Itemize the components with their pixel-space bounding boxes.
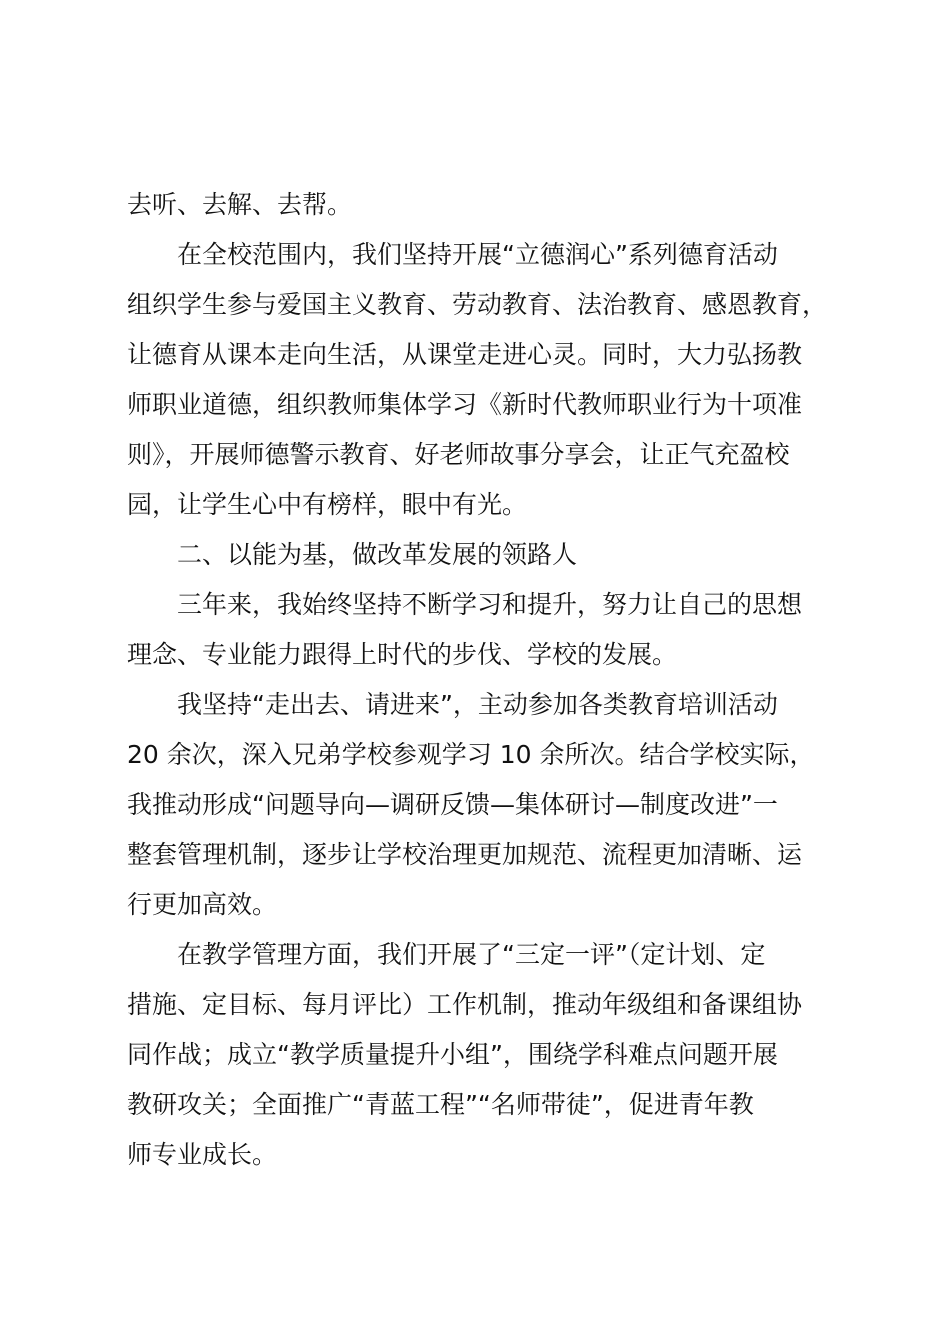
paragraph-4: [127, 680, 862, 930]
heading-line: 二、以能为基，做改革发展的领路人: [127, 540, 578, 569]
text-line: 则》，开展师德警示教育、好老师故事分享会，让正气充盈校: [127, 440, 790, 469]
text-line: 园，让学生心中有榜样，眼中有光。: [127, 490, 528, 519]
text-line: 整套管理机制，逐步让学校治理更加规范、流程更加清晰、运: [127, 840, 803, 869]
text-line: 在教学管理方面，我们开展了“三定一评”（定计划、定: [127, 940, 766, 969]
text-line: 师专业成长。: [127, 1140, 278, 1169]
text-line: 去听、去解、去帮。: [127, 190, 353, 219]
text-line: 三年来，我始终坚持不断学习和提升，努力让自己的思想: [127, 590, 803, 619]
paragraph-5: [127, 930, 862, 1180]
text-line: 在全校范围内，我们坚持开展“立德润心”系列德育活动: [127, 240, 778, 269]
text-line: 我推动形成“问题导向—调研反馈—集体研讨—制度改进”一: [127, 790, 778, 819]
paragraph-3: [127, 580, 862, 680]
paragraph-1: [127, 180, 862, 230]
text-line: 教研攻关；全面推广“青蓝工程”“名师带徒”，促进青年教: [127, 1090, 754, 1119]
text-line: 20 余次，深入兄弟学校参观学习 10 余所次。结合学校实际，: [127, 740, 815, 769]
section-heading: [127, 530, 862, 580]
text-line: 让德育从课本走向生活，从课堂走进心灵。同时，大力弘扬教: [127, 340, 803, 369]
text-line: 组织学生参与爱国主义教育、劳动教育、法治教育、感恩教育，: [127, 290, 828, 319]
document-body: [127, 180, 862, 1180]
paragraph-2: [127, 230, 862, 530]
text-line: 师职业道德，组织教师集体学习《新时代教师职业行为十项准: [127, 390, 803, 419]
text-line: 行更加高效。: [127, 890, 278, 919]
text-line: 同作战；成立“教学质量提升小组”，围绕学科难点问题开展: [127, 1040, 778, 1069]
text-line: 理念、专业能力跟得上时代的步伐、学校的发展。: [127, 640, 678, 669]
text-line: 措施、定目标、每月评比）工作机制，推动年级组和备课组协: [127, 990, 803, 1019]
text-line: 我坚持“走出去、请进来”，主动参加各类教育培训活动: [127, 690, 778, 719]
